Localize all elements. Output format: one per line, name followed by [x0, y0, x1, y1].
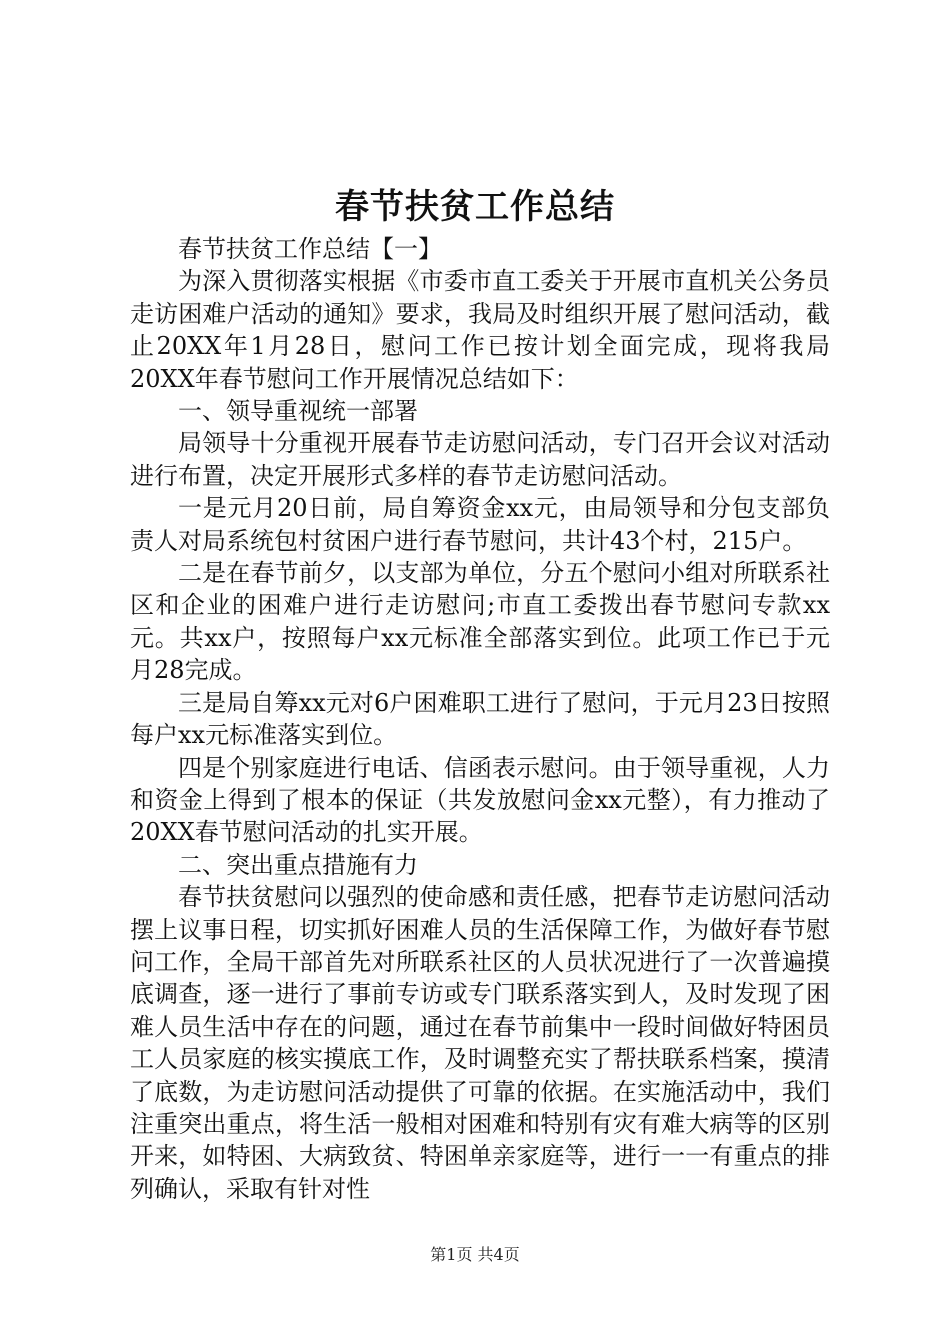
- paragraph: 为深入贯彻落实根据《市委市直工委关于开展市直机关公务员走访困难户活动的通知》要求，我局及时组织开展了慰问活动，截止20XX年1月28日，慰问工作已按计划全面完成，现将我局20XX年春节慰问工作开展情况总结如下：: [130, 267, 830, 393]
- subsection-heading: 一、领导重视统一部署: [178, 397, 418, 426]
- paragraph: 四是个别家庭进行电话、信函表示慰问。由于领导重视，人力和资金上得到了根本的保证（共发放慰问金xx元整），有力推动了20XX春节慰问活动的扎实开展。: [130, 753, 830, 847]
- paragraph: 二是在春节前夕，以支部为单位，分五个慰问小组对所联系社区和企业的困难户进行走访慰问;市直工委拨出春节慰问专款xx元。共xx户，按照每户xx元标准全部落实到位。此项工作已于元月28完成。: [130, 559, 830, 685]
- paragraph: 三是局自筹xx元对6户困难职工进行了慰问，于元月23日按照每户xx元标准落实到位。: [130, 688, 830, 750]
- section-heading: 春节扶贫工作总结【一】: [178, 235, 442, 263]
- subsection-heading: 二、突出重点措施有力: [178, 850, 418, 879]
- document-body: [130, 233, 830, 1205]
- paragraph: 局领导十分重视开展春节走访慰问活动，专门召开会议对活动进行布置，决定开展形式多样的春节走访慰问活动。: [130, 429, 830, 490]
- page-number-footer: 第1页 共4页: [430, 1245, 520, 1264]
- document-title: 春节扶贫工作总结: [335, 187, 615, 227]
- paragraph: 一是元月20日前，局自筹资金xx元，由局领导和分包支部负责人对局系统包村贫困户进行春节慰问，共计43个村，215户。: [130, 494, 830, 555]
- paragraph: 春节扶贫慰问以强烈的使命感和责任感，把春节走访慰问活动摆上议事日程，切实抓好困难人员的生活保障工作，为做好春节慰问工作，全局干部首先对所联系社区的人员状况进行了一次普遍摸底调查，逐一进行了事前专访或专门联系落实到人，及时发现了困难人员生活中存在的问题，通过在春节前集中一段时间做好特困员工人员家庭的核实摸底工作，及时调整充实了帮扶联系档案，摸清了底数，为走访慰问活动提供了可靠的依据。在实施活动中，我们注重突出重点，将生活一般相对困难和特别有灾有难大病等的区别开来，如特困、大病致贫、特困单亲家庭等，进行一一有重点的排列确认，采取有针对性: [130, 883, 830, 1203]
